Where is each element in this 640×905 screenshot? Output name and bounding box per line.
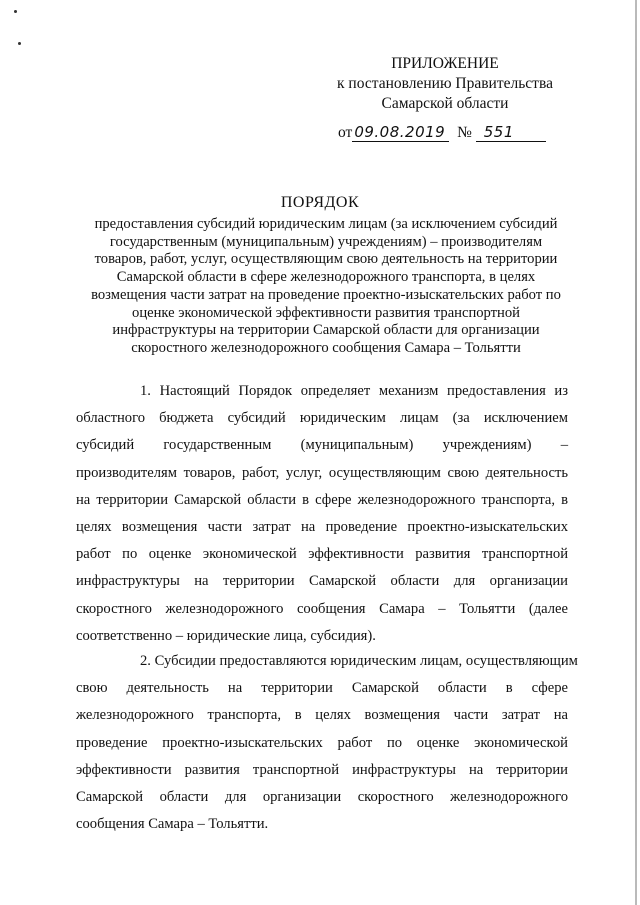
subtitle-line: инфраструктуры на территории Самарской области для организации [112,322,540,339]
paragraph-line: целях возмещения части затрат на проведение проектно-изыскательских [76,519,568,536]
paragraph-line: 1. Настоящий Порядок определяет механизм предоставления из [140,383,568,399]
subtitle-line: Самарской области в сфере железнодорожного транспорта, в целях [116,269,536,286]
scan-speck [14,10,17,13]
paragraph-1 [76,378,568,650]
paragraph-line: Самарской области для организации скоростного железнодорожного [76,789,568,806]
scan-speck [18,42,21,45]
appendix-header [330,54,560,114]
paragraph-line: эффективности развития транспортной инфраструктуры на территории [76,761,568,778]
decree-date-number-line [338,124,568,142]
paragraph-line: работ по оценке экономической эффективности развития транспортной [76,546,568,563]
paragraph-line: свою деятельность на территории Самарской области в сфере [76,680,568,697]
appendix-decree-reference: к постановлению Правительства [337,75,553,92]
document-title: ПОРЯДОК [280,194,360,211]
from-label: от [338,124,353,141]
paragraph-line: на территории Самарской области в сфере железнодорожного транспорта, в [76,491,568,508]
paragraph-line: инфраструктуры на территории Самарской области для организации [76,573,568,590]
subtitle-line: государственным (муниципальным) учреждениям) – производителям [109,233,543,250]
appendix-region: Самарской области [381,95,509,112]
handwritten-date: 09.08.2019 [352,124,449,142]
paragraph-2 [76,648,578,838]
appendix-title: ПРИЛОЖЕНИЕ [391,55,499,72]
scan-page-edge [635,0,637,905]
paragraph-line: 2. Субсидии предоставляются юридическим лицам, осуществляющим [140,653,578,669]
handwritten-number: 551 [476,124,546,142]
number-label: № [457,124,472,141]
subtitle-line: возмещения части затрат на проведение проектно-изыскательских работ по [91,286,561,303]
paragraph-line: железнодорожного транспорта, в целях возмещения части затрат на [76,707,568,724]
subtitle-line: предоставления субсидий юридическим лицам (за исключением субсидий [94,216,558,232]
paragraph-line: сообщения Самара – Тольятти. [76,816,269,833]
paragraph-line: субсидий государственным (муниципальным) учреждениям) – [76,437,568,454]
paragraph-line: областного бюджета субсидий юридическим лицам (за исключением [76,410,568,427]
subtitle-line: оценке экономической эффективности развития транспортной [132,304,520,321]
document-subtitle [78,216,574,358]
paragraph-line: соответственно – юридические лица, субсидия). [76,627,376,644]
paragraph-line: проведение проектно-изыскательских работ по оценке экономической [76,734,568,751]
paragraph-line: производителям товаров, работ, услуг, осуществляющим свою деятельность [76,464,568,481]
subtitle-line: скоростного железнодорожного сообщения Самара – Тольятти [131,339,521,356]
subtitle-line: товаров, работ, услуг, осуществляющим свою деятельность на территории [94,251,558,268]
paragraph-line: скоростного железнодорожного сообщения Самара – Тольятти (далее [76,600,568,617]
